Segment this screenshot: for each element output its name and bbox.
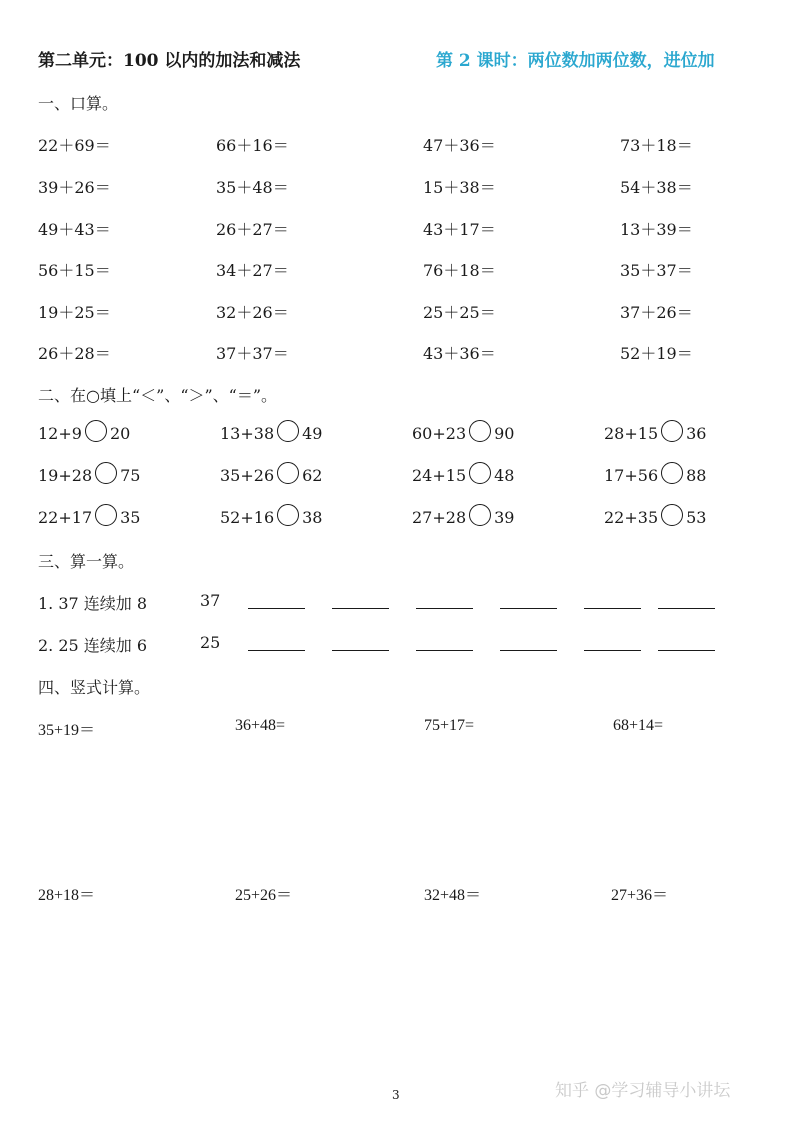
oral-calc-item: 43＋17＝	[423, 220, 496, 239]
answer-circle[interactable]	[277, 420, 299, 442]
answer-blank[interactable]	[332, 608, 389, 609]
compare-left: 12+9	[38, 424, 82, 443]
compare-left: 17+56	[604, 466, 659, 485]
oral-calc-item: 54＋38＝	[620, 178, 693, 197]
oral-calc-item: 22＋69＝	[38, 136, 111, 155]
compare-left: 28+15	[604, 424, 659, 443]
compare-left: 60+23	[412, 424, 467, 443]
compare-right: 35	[120, 508, 141, 527]
oral-calc-item: 19＋25＝	[38, 303, 111, 322]
compare-item	[220, 420, 322, 443]
oral-calc-item: 26＋27＝	[216, 220, 289, 239]
answer-blank[interactable]	[500, 650, 557, 651]
answer-circle[interactable]	[469, 462, 491, 484]
section4-title: 四、竖式计算。	[38, 678, 151, 697]
answer-circle[interactable]	[661, 420, 683, 442]
repeated-add-label: 2. 25 连续加 6	[38, 636, 148, 655]
compare-left: 52+16	[220, 508, 275, 527]
section1-title: 一、口算。	[38, 94, 119, 113]
compare-right: 49	[302, 424, 323, 443]
oral-calc-item: 15＋38＝	[423, 178, 496, 197]
answer-blank[interactable]	[248, 608, 305, 609]
compare-item	[604, 462, 706, 485]
compare-item	[604, 420, 706, 443]
compare-item	[38, 462, 140, 485]
compare-left: 35+26	[220, 466, 275, 485]
compare-item	[220, 462, 322, 485]
oral-calc-item: 47＋36＝	[423, 136, 496, 155]
answer-blank[interactable]	[584, 650, 641, 651]
vertical-calc-item: 27+36＝	[611, 887, 669, 904]
compare-right: 20	[109, 424, 131, 443]
repeated-add-label: 1. 37 连续加 8	[38, 594, 148, 613]
compare-right: 90	[494, 424, 515, 443]
oral-calc-item: 25＋25＝	[423, 303, 496, 322]
watermark: 知乎 @学习辅导小讲坛	[555, 1081, 731, 1101]
oral-calc-item: 56＋15＝	[38, 261, 111, 280]
vertical-calc-item: 32+48＝	[424, 887, 482, 904]
answer-blank[interactable]	[416, 650, 473, 651]
compare-item	[412, 420, 514, 443]
oral-calc-item: 73＋18＝	[620, 136, 693, 155]
vertical-calc-item: 75+17=	[424, 717, 475, 734]
answer-blank[interactable]	[584, 608, 641, 609]
compare-right: 39	[494, 508, 515, 527]
compare-right: 53	[686, 508, 707, 527]
answer-blank[interactable]	[248, 650, 305, 651]
answer-circle[interactable]	[277, 504, 299, 526]
vertical-calc-item: 25+26＝	[235, 887, 293, 904]
compare-left: 13+38	[220, 424, 275, 443]
page-number: 3	[392, 1088, 400, 1102]
answer-circle[interactable]	[469, 420, 491, 442]
answer-blank[interactable]	[416, 608, 473, 609]
compare-item	[412, 504, 514, 527]
compare-left: 22+35	[604, 508, 659, 527]
oral-calc-item: 13＋39＝	[620, 220, 693, 239]
oral-calc-item: 43＋36＝	[423, 344, 496, 363]
oral-calc-item: 66＋16＝	[216, 136, 289, 155]
compare-item	[38, 504, 140, 527]
answer-circle[interactable]	[469, 504, 491, 526]
unit-title: 第二单元：100 以内的加法和减法	[38, 51, 301, 71]
compare-right: 62	[302, 466, 323, 485]
oral-calc-item: 32＋26＝	[216, 303, 289, 322]
compare-item	[220, 504, 322, 527]
answer-blank[interactable]	[658, 650, 715, 651]
compare-item	[412, 462, 514, 485]
compare-item	[38, 420, 130, 443]
lesson-title: 第 2 课时：两位数加两位数，进位加	[436, 51, 715, 71]
oral-calc-item: 37＋26＝	[620, 303, 693, 322]
oral-calc-item: 39＋26＝	[38, 178, 111, 197]
oral-calc-item: 37＋37＝	[216, 344, 289, 363]
oral-calc-item: 26＋28＝	[38, 344, 111, 363]
compare-right: 36	[686, 424, 707, 443]
vertical-calc-item: 36+48=	[235, 717, 286, 734]
repeated-add-start: 37	[200, 591, 221, 610]
section3-title: 三、算一算。	[38, 552, 135, 571]
answer-circle[interactable]	[85, 420, 107, 442]
vertical-calc-item: 68+14=	[613, 717, 664, 734]
oral-calc-item: 49＋43＝	[38, 220, 111, 239]
compare-left: 19+28	[38, 466, 93, 485]
answer-circle[interactable]	[661, 504, 683, 526]
compare-item	[604, 504, 706, 527]
answer-circle[interactable]	[95, 462, 117, 484]
compare-right: 48	[494, 466, 515, 485]
compare-right: 75	[120, 466, 141, 485]
compare-left: 22+17	[38, 508, 93, 527]
oral-calc-item: 34＋27＝	[216, 261, 289, 280]
answer-blank[interactable]	[658, 608, 715, 609]
vertical-calc-item: 28+18＝	[38, 887, 96, 904]
compare-right: 88	[686, 466, 707, 485]
oral-calc-item: 52＋19＝	[620, 344, 693, 363]
compare-right: 38	[302, 508, 323, 527]
answer-blank[interactable]	[500, 608, 557, 609]
oral-calc-item: 35＋37＝	[620, 261, 693, 280]
answer-circle[interactable]	[661, 462, 683, 484]
vertical-calc-item: 35+19＝	[38, 722, 96, 739]
compare-left: 27+28	[412, 508, 467, 527]
answer-circle[interactable]	[277, 462, 299, 484]
answer-blank[interactable]	[332, 650, 389, 651]
compare-left: 24+15	[412, 466, 467, 485]
oral-calc-item: 76＋18＝	[423, 261, 496, 280]
answer-circle[interactable]	[95, 504, 117, 526]
oral-calc-item: 35＋48＝	[216, 178, 289, 197]
section2-title: 二、在○填上“＜”、“＞”、“＝”。	[38, 386, 278, 405]
repeated-add-start: 25	[200, 633, 221, 652]
